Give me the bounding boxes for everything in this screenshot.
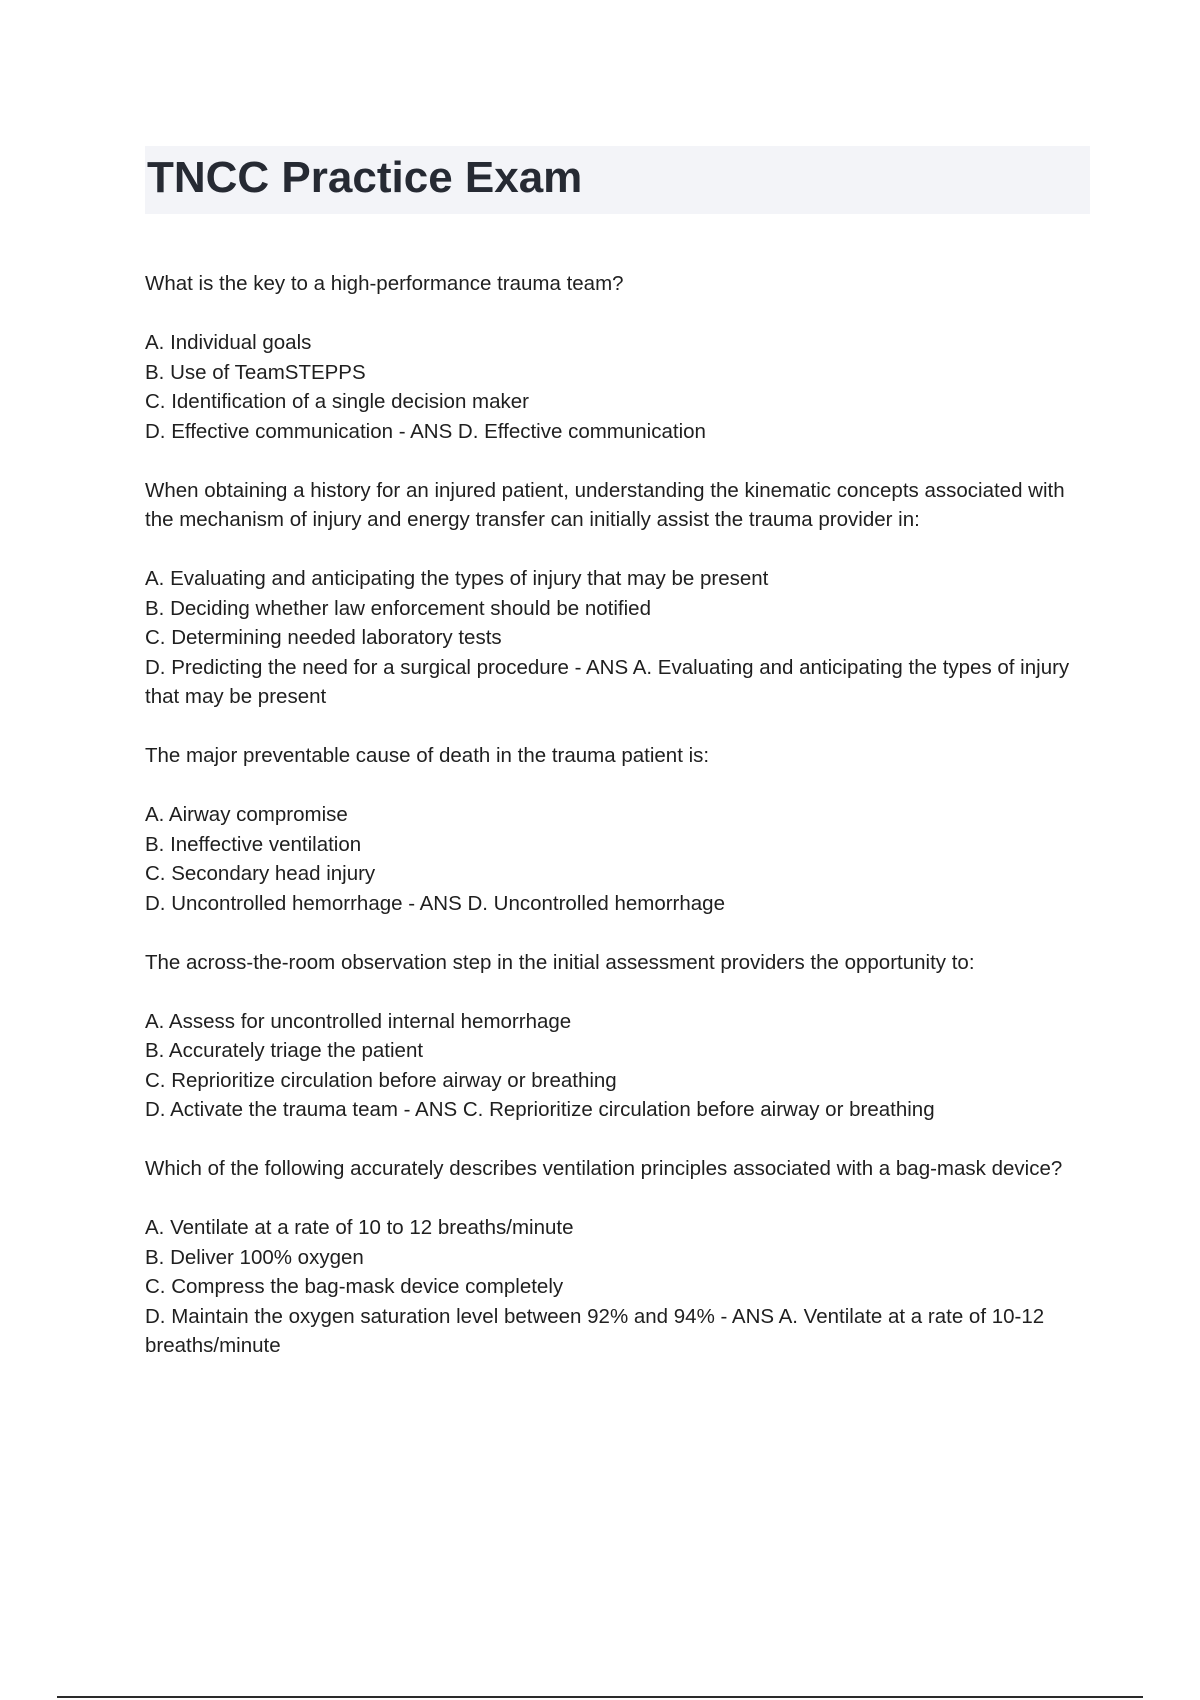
question-4-options — [145, 1007, 1085, 1125]
question-4-option-a: A. Assess for uncontrolled internal hemorrhage — [145, 1009, 572, 1033]
question-2-option-b: B. Deciding whether law enforcement should be notified — [145, 596, 651, 620]
question-5-options — [145, 1213, 1085, 1361]
question-3-option-d-answer: D. Uncontrolled hemorrhage - ANS D. Uncontrolled hemorrhage — [145, 891, 725, 915]
question-4-option-c: C. Reprioritize circulation before airway or breathing — [145, 1068, 617, 1092]
question-4-option-d-answer: D. Activate the trauma team - ANS C. Reprioritize circulation before airway or breathing — [145, 1098, 935, 1121]
question-3-prompt: The major preventable cause of death in the trauma patient is: — [145, 744, 710, 767]
page-title: TNCC Practice Exam — [147, 153, 583, 202]
question-list — [145, 269, 1085, 1390]
question-1-option-a: A. Individual goals — [145, 331, 312, 354]
question-2-option-a: A. Evaluating and anticipating the types of injury that may be present — [145, 567, 769, 590]
question-5-option-a: A. Ventilate at a rate of 10 to 12 breaths/minute — [145, 1216, 574, 1239]
footer-divider — [57, 1696, 1143, 1698]
question-1-option-d-answer: D. Effective communication - ANS D. Effective communication — [145, 419, 706, 443]
question-2-option-c: C. Determining needed laboratory tests — [145, 626, 502, 649]
question-1-option-c: C. Identification of a single decision maker — [145, 390, 530, 413]
question-3-options — [145, 800, 1085, 918]
question-5-option-c: C. Compress the bag-mask device completely — [145, 1275, 564, 1298]
question-2-options — [145, 564, 1085, 712]
question-3-option-a: A. Airway compromise — [145, 803, 348, 826]
question-5-prompt: Which of the following accurately describes ventilation principles associated with a bag-mask device? — [145, 1157, 1063, 1180]
question-3-option-c: C. Secondary head injury — [145, 862, 376, 885]
question-5-option-d-answer: D. Maintain the oxygen saturation level between 92% and 94% - ANS A. Ventilate at a rate of 10-12 breaths/minute — [145, 1304, 1045, 1357]
title-banner — [145, 146, 1090, 214]
question-3-option-b: B. Ineffective ventilation — [145, 832, 362, 856]
question-1-options — [145, 328, 1085, 446]
question-1-prompt: What is the key to a high-performance trauma team? — [145, 272, 624, 295]
question-2-prompt: When obtaining a history for an injured patient, understanding the kinematic concepts associated with the mechanism of injury and energy transfer can initially assist the trauma provider in: — [145, 478, 1065, 531]
question-4-option-b: B. Accurately triage the patient — [145, 1039, 424, 1062]
question-2-option-d-answer: D. Predicting the need for a surgical procedure - ANS A. Evaluating and anticipating the types of injury that may be present — [145, 655, 1070, 708]
question-1-option-b: B. Use of TeamSTEPPS — [145, 360, 366, 384]
question-4-prompt: The across-the-room observation step in the initial assessment providers the opportunity to: — [145, 950, 975, 974]
question-5-option-b: B. Deliver 100% oxygen — [145, 1245, 364, 1269]
